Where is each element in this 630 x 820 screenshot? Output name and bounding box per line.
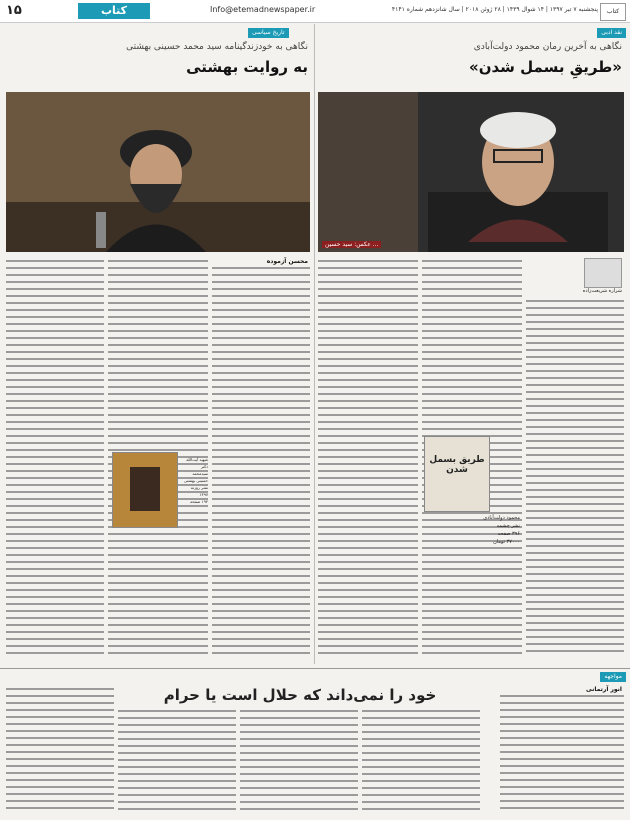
right-book-cover	[424, 436, 490, 512]
bottom-separator	[0, 668, 630, 669]
email-link[interactable]: Info@etemadnewspaper.ir	[210, 5, 316, 14]
section-tab[interactable]: کتاب	[78, 3, 150, 19]
left-headline: به روایت بهشتی	[186, 58, 308, 76]
book-line: ۳۹۶ صفحه	[497, 531, 520, 537]
left-rubric: تاریخ سیاسی	[248, 28, 289, 38]
right-text-col-1	[526, 298, 624, 656]
left-text-col-3	[6, 258, 104, 656]
right-kicker: نگاهی به آخرین رمان محمود دولت‌آبادی	[473, 42, 622, 52]
left-author: محسن آزموده	[212, 258, 310, 265]
portrait-illustration	[6, 92, 310, 252]
book-line: ۱۳۹۷	[199, 492, 208, 497]
right-book-info	[424, 514, 520, 546]
left-book-info	[180, 456, 208, 505]
dateline: پنجشنبه ۷ تیر ۱۳۹۷ | ۱۴ شوال ۱۴۳۹ | ۲۸ ژوئن ۲۰۱۸ | سال شانزدهم شماره ۴۱۴۱	[391, 6, 598, 13]
beheshti-photo	[6, 92, 310, 252]
photo-credit: عکس: سید حسین ...	[322, 241, 381, 248]
book-line: سیدمحمد حسینی بهشتی	[183, 471, 208, 483]
right-rubric: نقد ادبی	[597, 28, 626, 38]
book-line: محمود دولت‌آبادی	[483, 515, 520, 521]
book-line: شهید آیت‌الله دکتر	[186, 457, 208, 469]
newspaper-logo: کتاب	[600, 3, 626, 21]
bottom-text-col-5	[6, 686, 114, 814]
left-book-cover	[112, 452, 178, 528]
book-line: ۳۷۰۰۰ تومان	[493, 539, 520, 545]
cover-portrait	[130, 467, 160, 511]
bottom-text-col-2	[362, 708, 480, 814]
bottom-text-col-1	[500, 686, 624, 814]
right-headline: «طریقِ بسمل شدن»	[469, 58, 622, 76]
dolatabadi-photo	[318, 92, 624, 252]
book-line: نشر چشمه	[496, 523, 520, 529]
book-line: نشر روزنه	[190, 485, 208, 490]
bottom-text-col-4	[118, 708, 236, 814]
right-text-col-3	[318, 258, 418, 656]
right-author: شراره شریعت‌زاده	[582, 288, 622, 294]
page-number: ۱۵	[6, 3, 22, 18]
author-avatar	[584, 258, 622, 288]
bottom-rubric: مواجهه	[600, 672, 626, 682]
book-cover-title: طریق بسمل شدن	[429, 455, 485, 475]
column-divider	[314, 24, 315, 664]
masthead-bar	[0, 0, 630, 23]
left-kicker: نگاهی به خودزندگینامه سید محمد حسینی بهشتی	[126, 42, 308, 52]
bottom-author: انور آرتمانی	[500, 686, 624, 693]
left-text-col-1	[212, 258, 310, 656]
book-line: ۱۹۴ صفحه	[190, 499, 208, 504]
bottom-headline: خود را نمی‌داند که حلال است یا حرام	[163, 686, 437, 704]
portrait-illustration	[318, 92, 624, 252]
bottom-text-col-3	[240, 708, 358, 814]
